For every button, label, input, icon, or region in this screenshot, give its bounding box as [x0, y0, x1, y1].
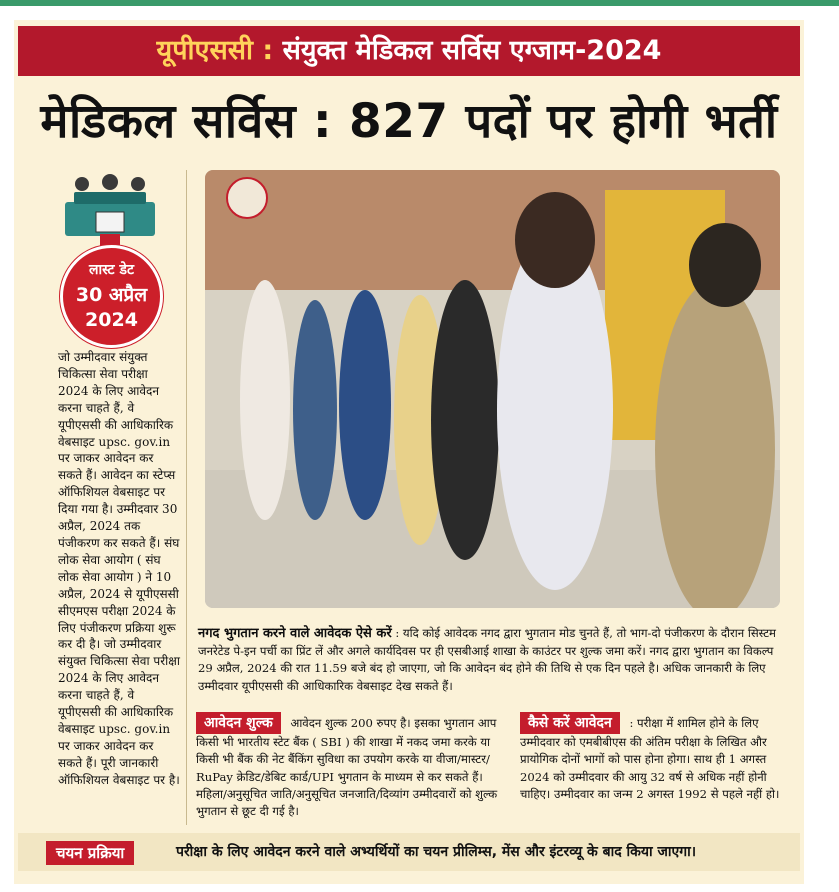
column-divider	[186, 170, 187, 825]
selection-text: परीक्षा के लिए आवेदन करने वाले अभ्यर्थियों का चयन प्रीलिम्स, मेंस और इंटरव्यू के बाद किया जाएगा।	[176, 844, 697, 860]
headline: मेडिकल सर्विस : 827 पदों पर होगी भर्ती	[40, 94, 778, 149]
candidates-queue-photo	[205, 170, 780, 608]
how-body: : परीक्षा में शामिल होने के लिए उम्मीदवार को एमबीबीएस की अंतिम परीक्षा के लिखित और प्रायोगिक दोनों भागों को पास होना होगा। साथ ही 1 अगस्त 2024 को उम्मीदवार की आयु 32 वर्ष से अधिक नहीं होनी चाहिए। उम्मीदवार का जन्म 2 अगस्त 1992 से पहले नहीं हो।	[520, 716, 780, 801]
fee-tag: आवेदन शुल्क	[196, 712, 281, 734]
cash-body: : यदि कोई आवेदक नगद द्वारा भुगतान मोड चुनते हैं, तो भाग-दो पंजीकरण के दौरान सिस्टम जनरेटेड पे-इन पर्ची का प्रिंट लें और अगले कार्यदिवस पर ही एसबीआई शाखा के काउंटर पर शुल्क जमा करें। नगद द्वारा भुगतान का विकल्प 29 अप्रैल, 2024 की रात 11.59 बजे बंद हो जाएगा, जो कि आवेदन बंद होने की तिथि से एक दिन पहले है। अधिक जानकारी के लिए उम्मीदवार यूपीएससी की आधिकारिक वेबसाइट देख सकते हैं।	[198, 626, 776, 693]
top-rule	[0, 0, 839, 6]
selection-process-bar	[18, 833, 800, 871]
badge-date: 30 अप्रैल	[75, 284, 148, 306]
interview-illustration-icon	[60, 172, 160, 252]
cash-payment-section	[198, 625, 788, 695]
how-to-apply-section	[520, 712, 788, 803]
badge-year: 2024	[85, 309, 138, 331]
badge-label: लास्ट डेट	[88, 262, 135, 278]
cash-heading: नगद भुगतान करने वाले आवेदक ऐसे करें	[198, 626, 392, 641]
selection-tag: चयन प्रक्रिया	[46, 841, 134, 865]
how-tag: कैसे करें आवेदन	[520, 712, 620, 734]
application-fee-section	[196, 712, 504, 820]
section-ribbon	[18, 26, 800, 76]
ribbon-prefix: यूपीएससी :	[156, 35, 274, 66]
fee-body: आवेदन शुल्क 200 रुपए है। इसका भुगतान आप किसी भी भारतीय स्टेट बैंक ( SBI ) की शाखा में नकद जमा करके या किसी भी बैंक की नेट बैंकिंग सुविधा का उपयोग करके या वीजा/मास्टर/ RuPay क्रेडिट/डेबिट कार्ड/UPI भुगतान के माध्यम से कर सकते हैं। महिला/अनुसूचित जाति/अनुसूचित जनजाति/दिव्यांग उम्मीदवारों को शुल्क भुगतान से छूट दी गई है।	[196, 716, 498, 819]
left-column-text: जो उम्मीदवार संयुक्त चिकित्सा सेवा परीक्षा 2024 के लिए आवेदन करना चाहते हैं, वे यूपीएससी की आधिकारिक वेबसाइट upsc. gov.in पर जाकर आवेदन कर सकते हैं। आवेदन का स्टेप्स ऑफिशियल वेबसाइट पर दिया गया है। उम्मीदवार 30 अप्रैल, 2024 तक पंजीकरण कर सकते हैं। संघ लोक सेवा आयोग ( संघ लोक सेवा आयोग ) ने 10 अप्रैल, 2024 से यूपीएससी सीएमएस परीक्षा 2024 के लिए पंजीकरण प्रक्रिया शुरू कर दी है। जो उम्मीदवार संयुक्त चिकित्सा सेवा परीक्षा 2024 के लिए आवेदन करना चाहते हैं, वे यूपीएससी की आधिकारिक वेबसाइट upsc. gov.in पर जाकर आवेदन कर सकते हैं। पूरी जानकारी ऑफिशियल वेबसाइट पर है।	[58, 350, 180, 787]
last-date-badge	[60, 245, 163, 348]
ribbon-text: संयुक्त मेडिकल सर्विस एग्जाम-2024	[282, 35, 662, 66]
